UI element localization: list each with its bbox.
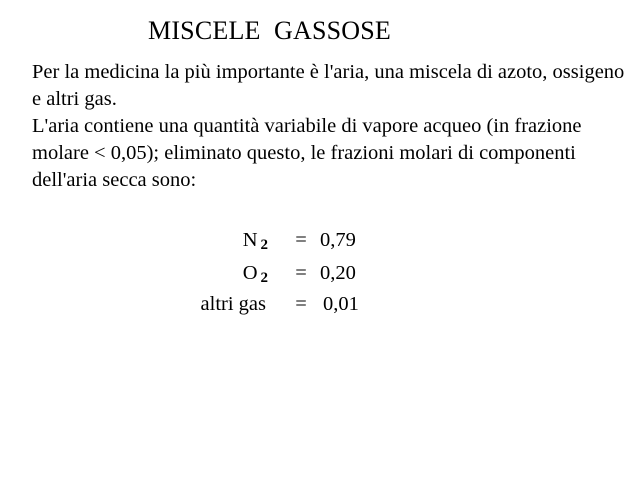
oxygen-fraction-value: 0,20 <box>320 262 356 284</box>
other-gases-label: altri gas <box>200 293 266 315</box>
nitrogen-fraction-value: 0,79 <box>320 229 356 251</box>
fraction-row-oxygen <box>0 258 640 288</box>
nitrogen-symbol: N <box>242 229 258 251</box>
oxygen-subscript: 2 <box>260 270 268 286</box>
equals-sign: = <box>295 293 307 315</box>
equals-sign: = <box>295 262 307 284</box>
other-gases-fraction-value: 0,01 <box>323 293 359 315</box>
nitrogen-subscript: 2 <box>260 237 268 253</box>
oxygen-formula <box>243 258 268 293</box>
nitrogen-formula <box>243 225 268 260</box>
fraction-row-other-gases <box>0 289 640 319</box>
slide-title: MISCELE GASSOSE <box>148 16 392 45</box>
paragraph-intro: Per la medicina la più importante è l'aria, una miscela di azoto, ossigeno e altri gas. <box>32 61 625 110</box>
oxygen-symbol: O <box>242 262 258 284</box>
body-text <box>32 59 632 194</box>
equals-sign: = <box>295 229 307 251</box>
paragraph-composition: L'aria contiene una quantità variabile di vapore acqueo (in frazione molare < 0,05); eliminato questo, le frazioni molari di componenti dell'aria secca sono: <box>32 115 582 191</box>
fraction-row-nitrogen <box>0 225 640 255</box>
